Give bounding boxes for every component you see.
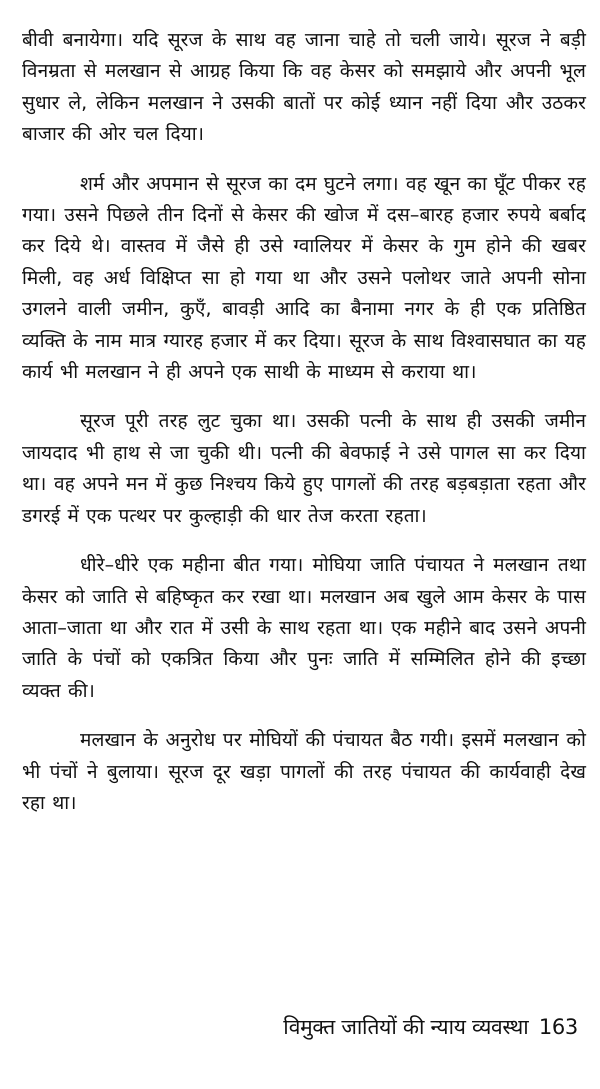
body-text [22,25,586,819]
paragraph-continuation: बीवी बनायेगा। यदि सूरज के साथ वह जाना चाहे तो चली जाये। सूरज ने बड़ी विनम्रता से मलखान से आग्रह किया कि वह केसर को समझाये और अपनी भूल सुधार ले, लेकिन मलखान ने उसकी बातों पर कोई ध्यान नहीं दिया और उठकर बाजार की ओर चल दिया। [22,29,586,146]
paragraph: सूरज पूरी तरह लुट चुका था। उसकी पत्नी के साथ ही उसकी जमीन जायदाद भी हाथ से जा चुकी थी। पत्नी की बेवफाई ने उसे पागल सा कर दिया था। वह अपने मन में कुछ निश्चय किये हुए पागलों की तरह बड़बड़ाता रहता और डगरई में एक पत्थर पर कुल्हाड़ी की धार तेज करता रहता। [22,410,586,527]
paragraph: मलखान के अनुरोध पर मोघियों की पंचायत बैठ गयी। इसमें मलखान को भी पंचों ने बुलाया। सूरज दूर खड़ा पागलों की तरह पंचायत की कार्यवाही देख रहा था। [22,729,586,814]
running-title: विमुक्त जातियों की न्याय व्यवस्था [283,1015,529,1039]
page-footer [283,1013,578,1041]
page-number: 163 [538,1015,578,1039]
paragraph: धीरे–धीरे एक महीना बीत गया। मोघिया जाति पंचायत ने मलखान तथा केसर को जाति से बहिष्कृत कर रखा था। मलखान अब खुले आम केसर के पास आता–जाता था और रात में उसी के साथ रहता था। एक महीने बाद उसने अपनी जाति के पंचों को एकत्रित किया और पुनः जाति में सम्मिलित होने की इच्छा व्यक्त की। [22,554,586,702]
paragraph: शर्म और अपमान से सूरज का दम घुटने लगा। वह खून का घूँट पीकर रह गया। उसने पिछले तीन दिनों से केसर की खोज में दस–बारह हजार रुपये बर्बाद कर दिये थे। वास्तव में जैसे ही उसे ग्वालियर में केसर के गुम होने की खबर मिली, वह अर्ध विक्षिप्त सा हो गया था और उसने पलोथर जाते अपनी सोना उगलने वाली जमीन, कुएँ, बावड़ी आदि का बैनामा नगर के ही एक प्रतिष्ठित व्यक्ति के नाम मात्र ग्यारह हजार में कर दिया। सूरज के साथ विश्वासघात का यह कार्य भी मलखान ने ही अपने एक साथी के माध्यम से कराया था। [22,172,586,384]
